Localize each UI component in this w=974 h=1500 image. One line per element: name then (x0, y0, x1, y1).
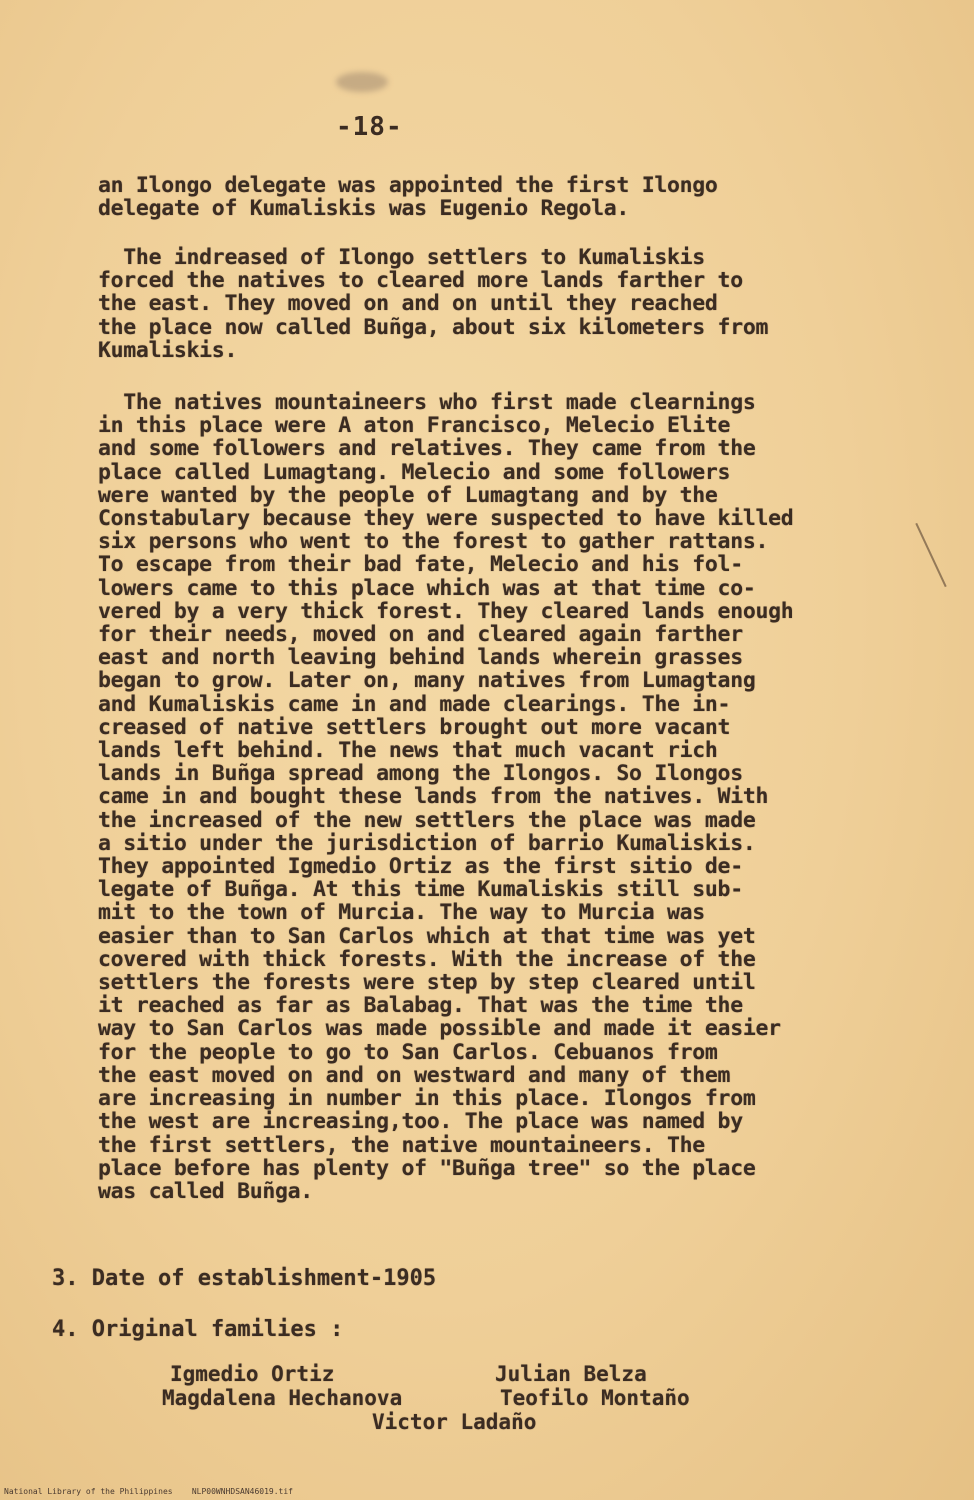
family-name: Magdalena Hechanova (162, 1386, 403, 1410)
paragraph-2: The indreased of Ilongo settlers to Kumaliskis forced the natives to cleared more lands farther to the east. They moved on and on until they reached the place now called Buñga, about six kilometers from Kumaliskis. (98, 245, 769, 363)
family-name: Julian Belza (495, 1362, 647, 1386)
ink-smudge (336, 72, 388, 92)
original-families-heading: 4. Original families : (52, 1317, 344, 1342)
family-name: Igmedio Ortiz (170, 1362, 335, 1386)
family-name: Victor Ladaño (372, 1410, 537, 1434)
date-of-establishment: 3. Date of establishment-1905 (52, 1266, 437, 1291)
archive-footer: National Library of the Philippines NLP00WNHDSAN46019.tif (4, 1487, 293, 1496)
paragraph-1: an Ilongo delegate was appointed the first Ilongo delegate of Kumaliskis was Eugenio Regola. (98, 173, 718, 222)
paragraph-3: The natives mountaineers who first made clearnings in this place were A aton Francisco, Melecio Elite and some followers and relatives. They came from the place called Lumagtang. Melecio and some followers were wanted by the people of Lumagtang and by the Constabulary because they were suspected to have killed six persons who went to the forest to gather rattans. To escape from their bad fate, Melecio and his fol- lowers came to this place which was at that time co- vered by a very thick forest. They cleared lands enough for their needs, moved on and cleared again farther east and north leaving behind lands wherein grasses began to grow. Later on, many natives from Lumagtang and Kumaliskis came in and made clearings. The in- creased of native settlers brought out more vacant lands left behind. The news that much vacant rich lands in Buñga spread among the Ilongos. So Ilongos came in and bought these lands from the natives. With the increased of the new settlers the place was made a sitio under the jurisdiction of barrio Kumaliskis. They appointed Igmedio Ortiz as the first sitio de- legate of Buñga. At this time Kumaliskis still sub- mit to the town of Murcia. The way to Murcia was easier than to San Carlos which at that time was yet covered with thick forests. With the increase of the settlers the forests were step by step cleared until it reached as far as Balabag. That was the time the way to San Carlos was made possible and made it easier for the people to go to San Carlos. Cebuanos from the east moved on and on westward and many of them are increasing in number in this place. Ilongos from the west are increasing,too. The place was named by the first settlers, the native mountaineers. The place before has plenty of "Buñga tree" so the place was called Buñga. (98, 390, 794, 1204)
family-name: Teofilo Montaño (500, 1386, 690, 1410)
page-number: -18- (336, 112, 403, 142)
paper-mark (915, 523, 946, 587)
